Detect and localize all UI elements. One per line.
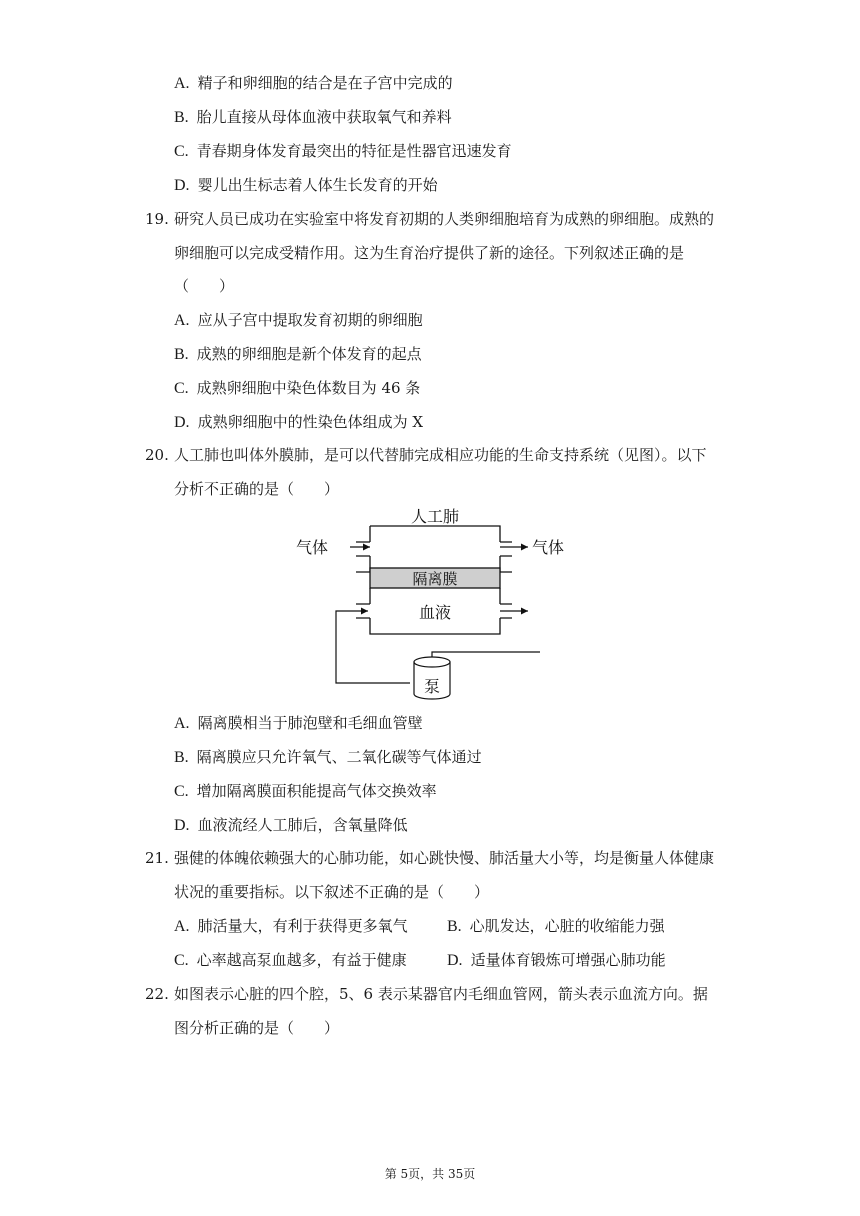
option-letter: B. [447,918,462,935]
q22-text-line1: 如图表示心脏的四个腔，5、6 表示某器官内毛细血管网，箭头表示血流方向。据 [174,985,708,1003]
option-text: 应从子宫中提取发育初期的卵细胞 [197,311,423,329]
q20-option-a [174,713,423,734]
option-text: 青春期身体发育最突出的特征是性器官迅速发育 [196,142,512,160]
blood-label: 血液 [418,603,452,622]
option-text: 精子和卵细胞的结合是在子宫中完成的 [197,74,453,92]
option-text: 增加隔离膜面积能提高气体交换效率 [196,782,437,800]
option-text: 成熟的卵细胞是新个体发育的起点 [196,345,422,363]
q19-option-a [174,310,423,331]
option-letter: A. [174,75,190,92]
option-letter: C. [174,380,189,397]
option-letter: A. [174,715,190,732]
q19-option-b [174,344,422,365]
q21-text-line1: 强健的体魄依赖强大的心肺功能，如心跳快慢、肺活量大小等，均是衡量人体健康 [174,849,715,867]
q19-text-line2: 卵细胞可以完成受精作用。这为生育治疗提供了新的途径。下列叙述正确的是 [174,244,685,262]
q21-number: 21. [145,849,169,867]
option-text: 成熟卵细胞中染色体数目为 46 条 [196,379,421,397]
q21-text-line2: 状况的重要指标。以下叙述不正确的是（ ） [174,883,490,901]
option-text: 血液流经人工肺后，含氧量降低 [197,816,408,834]
pump-label: 泵 [423,677,441,696]
option-text: 成熟卵细胞中的性染色体组成为 X [197,413,424,431]
option-text: 隔离膜应只允许氧气、二氧化碳等气体通过 [196,748,482,766]
option-text: 心率越高泵血越多，有益于健康 [196,951,407,969]
option-letter: D. [174,414,190,431]
gas-out-label: 气体 [532,538,565,557]
q20-option-c [174,781,437,802]
option-letter: A. [174,312,190,329]
housing-outline [356,526,512,572]
q19-answer-blank: （ ） [174,277,235,295]
q20-number: 20. [145,446,169,464]
q18-option-b [174,107,452,128]
option-text: 适量体育锻炼可增强心肺功能 [470,951,666,969]
option-letter: B. [174,749,189,766]
return-tube [336,611,410,683]
q18-option-a [174,73,453,94]
membrane-label: 隔离膜 [412,570,458,588]
q22-number: 22. [145,985,169,1003]
page-footer: 第 5页，共 35页 [384,1167,476,1181]
q20-option-d [174,815,408,836]
q22-text-line2: 图分析正确的是（ ） [174,1019,340,1037]
q21-option-c [174,950,407,971]
q21-option-d [447,950,666,971]
q19-number: 19. [145,210,169,228]
q19-text-line1: 研究人员已成功在实验室中将发育初期的人类卵细胞培育为成熟的卵细胞。成熟的 [174,210,715,228]
artificial-lung-diagram [290,500,565,705]
option-letter: B. [174,346,189,363]
q20-text-line1: 人工肺也叫体外膜肺，是可以代替肺完成相应功能的生命支持系统（见图）。以下 [174,446,707,464]
gas-in-label: 气体 [296,538,329,557]
q20-option-b [174,747,482,768]
option-letter: D. [174,177,190,194]
q21-option-b [447,916,665,937]
option-letter: C. [174,143,189,160]
q18-option-c [174,141,512,162]
option-letter: A. [174,918,190,935]
option-text: 胎儿直接从母体血液中获取氧气和养料 [196,108,452,126]
option-text: 婴儿出生标志着人体生长发育的开始 [197,176,438,194]
option-text: 心肌发达，心脏的收缩能力强 [469,917,665,935]
option-letter: C. [174,952,189,969]
option-letter: D. [174,817,190,834]
diagram-title: 人工肺 [410,507,460,526]
q21-option-a [174,916,408,937]
q18-option-d [174,175,438,196]
option-text: 肺活量大，有利于获得更多氧气 [197,917,408,935]
option-text: 隔离膜相当于肺泡壁和毛细血管壁 [197,714,423,732]
option-letter: B. [174,109,189,126]
option-letter: C. [174,783,189,800]
q19-option-c [174,378,420,399]
option-letter: D. [447,952,463,969]
q19-option-d [174,412,423,433]
q20-text-line2: 分析不正确的是（ ） [174,480,340,498]
